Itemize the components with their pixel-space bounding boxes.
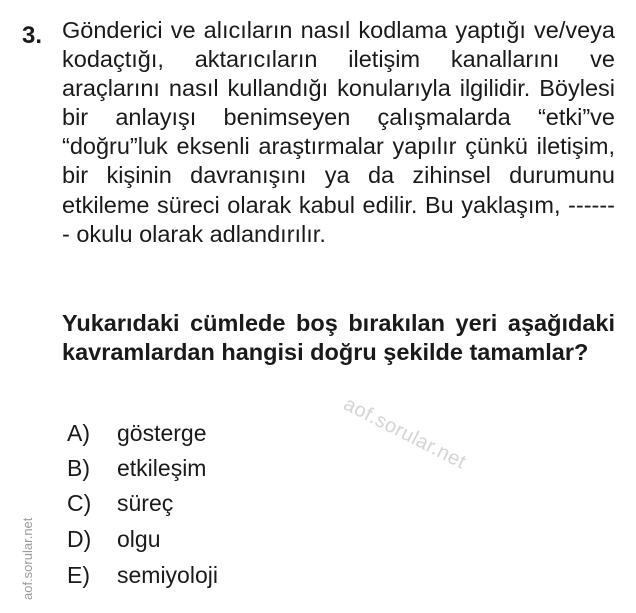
option-letter: C)	[67, 489, 92, 516]
option-a[interactable]	[67, 418, 207, 448]
diagonal-watermark: aof.sorular.net	[340, 393, 470, 474]
option-text: gösterge	[117, 419, 207, 446]
option-letter: B)	[67, 454, 90, 481]
option-letter: A)	[67, 419, 90, 446]
question-prompt: Yukarıdaki cümlede boş bırakılan yeri aşağıdaki kavramlardan hangisi doğru şekilde tamamlar?	[62, 310, 615, 365]
option-letter: D)	[67, 525, 92, 552]
side-watermark: aof.sorular.net	[20, 517, 35, 600]
option-b[interactable]	[67, 453, 206, 483]
question-number: 3.	[22, 22, 43, 49]
option-e[interactable]	[67, 560, 218, 590]
option-text: süreç	[117, 489, 174, 516]
option-letter: E)	[67, 561, 90, 588]
option-text: etkileşim	[117, 454, 207, 481]
option-d[interactable]	[67, 524, 160, 554]
option-c[interactable]	[67, 488, 173, 518]
option-text: olgu	[117, 525, 161, 552]
option-text: semiyoloji	[117, 561, 218, 588]
question-stem: Gönderici ve alıcıların nasıl kodlama yaptığı ve/veya kodaçtığı, aktarıcıların iletişim kanallarını ve araçlarını nasıl kullandığı konularıyla ilgilidir. Böylesi bir anlayışı benimseyen çalışmalarda “etki”ve “doğru”luk eksenli araştırmalar yapılır çünkü iletişim, bir kişinin davranışını ya da zihinsel durumunu etkileme süreci olarak kabul edilir. Bu yaklaşım, ------- okulu olarak adlandırılır.	[62, 17, 615, 247]
